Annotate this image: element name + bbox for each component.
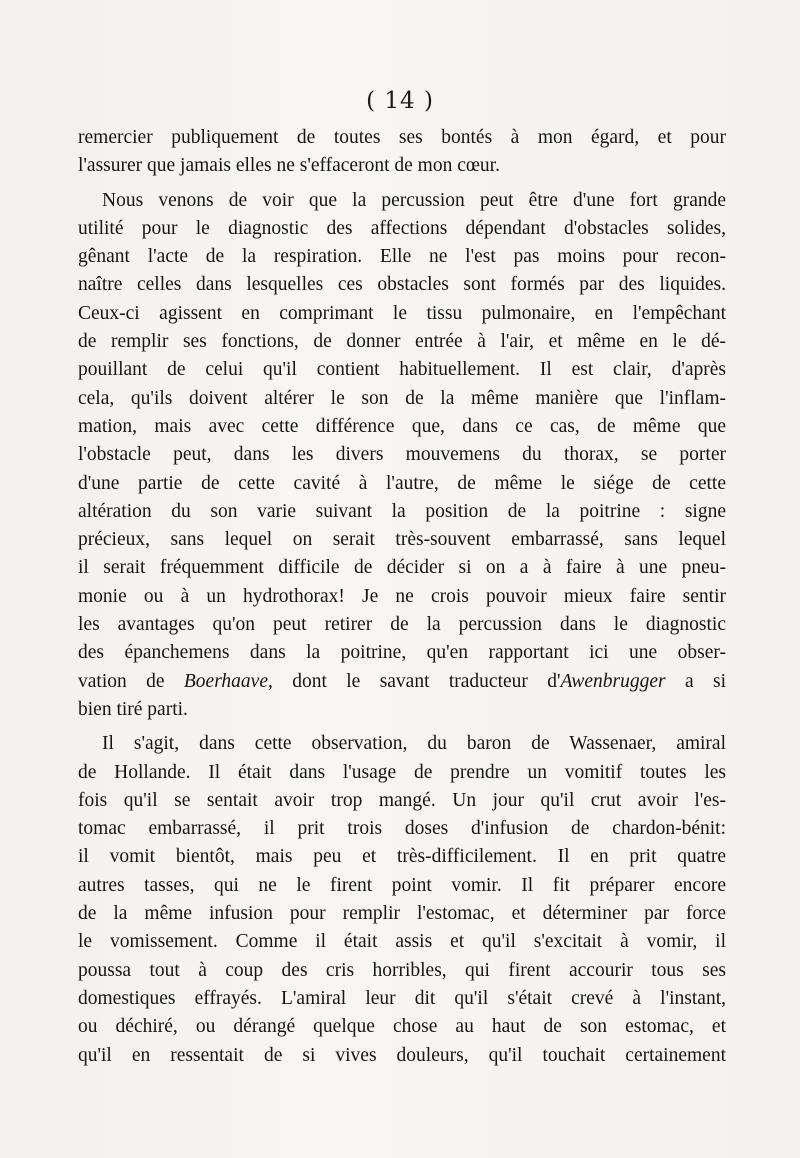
text-line: bien tiré parti.: [78, 698, 188, 720]
text-line: de remplir ses fonctions, de donner entrée à l'air, et même en le dé-: [78, 331, 726, 353]
text-line: Ceux-ci agissent en comprimant le tissu pulmonaire, en l'empêchant: [78, 302, 726, 324]
text-line: fois qu'il se sentait avoir trop mangé. Un jour qu'il crut avoir l'es-: [78, 789, 726, 811]
text-line: gênant l'acte de la respiration. Elle ne l'est pas moins pour recon-: [78, 246, 726, 268]
text-line: mation, mais avec cette différence que, dans ce cas, de même que: [78, 415, 726, 437]
text-line: l'obstacle peut, dans les divers mouvemens du thorax, se porter: [78, 444, 726, 466]
text-line: tomac embarrassé, il prit trois doses d'infusion de chardon-bénit:: [78, 818, 726, 840]
text-line: de Hollande. Il était dans l'usage de prendre un vomitif toutes les: [78, 761, 726, 783]
page-number: ( 14 ): [366, 88, 434, 114]
text-line: altération du son varie suivant la position de la poitrine : signe: [78, 500, 726, 522]
proper-name: Boerhaave: [183, 670, 268, 692]
text-line: pouillant de celui qu'il contient habituellement. Il est clair, d'après: [78, 359, 726, 381]
text-line: des épanchemens dans la poitrine, qu'en rapportant ici une obser-: [78, 642, 726, 664]
text-line: il serait fréquemment difficile de décider si on a à faire à une pneu-: [78, 557, 726, 579]
text-line: domestiques effrayés. L'amiral leur dit qu'il s'était crevé à l'instant,: [78, 987, 726, 1009]
text-line: remercier publiquement de toutes ses bontés à mon égard, et pour: [78, 127, 726, 148]
body-text: [78, 124, 726, 1070]
text-line: l'assurer que jamais elles ne s'effaceront de mon cœur.: [78, 155, 500, 177]
text-line: qu'il en ressentait de si vives douleurs, qu'il touchait certainement: [78, 1044, 726, 1066]
text-line: poussa tout à coup des cris horribles, qui firent accourir tous ses: [78, 959, 726, 981]
text-line: les avantages qu'on peut retirer de la percussion dans le diagnostic: [78, 614, 726, 636]
text-line: ou déchiré, ou dérangé quelque chose au haut de son estomac, et: [78, 1016, 726, 1038]
proper-name: Awenbrugger: [560, 670, 666, 692]
text-line: Il s'agit, dans cette observation, du baron de Wassenaer, amiral: [102, 733, 726, 755]
text-line: il vomit bientôt, mais peu et très-difficilement. Il en prit quatre: [78, 846, 726, 868]
text-line: cela, qu'ils doivent altérer le son de la même manière que l'inflam-: [78, 387, 726, 409]
text-fragment: a si: [665, 670, 727, 692]
text-line: autres tasses, qui ne le firent point vomir. Il fit préparer encore: [78, 874, 726, 896]
text-fragment: , dont le savant traducteur d': [268, 670, 561, 692]
text-line: Nous venons de voir que la percussion peut être d'une fort grande: [102, 189, 726, 211]
text-fragment: vation de: [78, 670, 184, 692]
text-line: naître celles dans lesquelles ces obstacles sont formés par des liquides.: [78, 274, 726, 296]
paragraph: [78, 187, 726, 725]
text-line: utilité pour le diagnostic des affections dépendant d'obstacles solides,: [78, 217, 726, 239]
text-line: monie ou à un hydrothorax! Je ne crois pouvoir mieux faire sentir: [78, 585, 726, 607]
text-line: précieux, sans lequel on serait très-souvent embarrassé, sans lequel: [78, 529, 726, 551]
paragraph: [78, 124, 726, 181]
paragraph: [78, 730, 726, 1070]
text-line: le vomissement. Comme il était assis et qu'il s'excitait à vomir, il: [78, 931, 726, 953]
text-line: d'une partie de cette cavité à l'autre, de même le siége de cette: [78, 472, 726, 494]
text-line: de la même infusion pour remplir l'estomac, et déterminer par force: [78, 903, 726, 925]
text-line: [78, 668, 726, 696]
